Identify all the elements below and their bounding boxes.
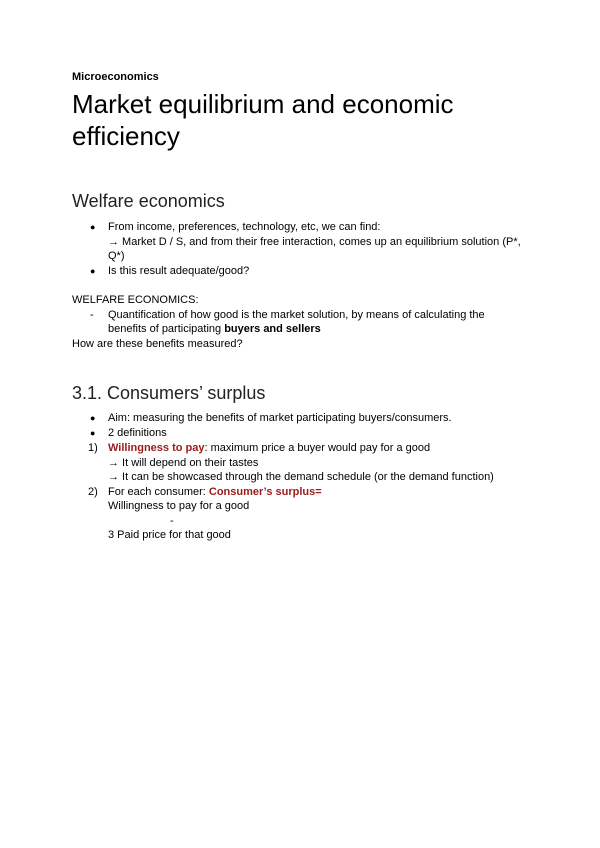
- bullet-text: From income, preferences, technology, etc, we can find:: [108, 221, 381, 233]
- dash-marker: -: [90, 309, 94, 321]
- equals-sign: =: [315, 486, 322, 498]
- list-number: 2): [88, 486, 98, 498]
- bullet-dot: ●: [90, 222, 96, 232]
- term-highlight: Consumer’s surplus: [208, 486, 316, 498]
- formula-minus: -: [170, 515, 174, 527]
- page-title: Market equilibrium and economic efficiency: [72, 89, 454, 151]
- welfare-label: WELFARE ECONOMICS:: [72, 294, 199, 306]
- list-item-text: [108, 485, 322, 499]
- dash-item-continuation: [108, 322, 321, 336]
- list-item-prefix: For each consumer:: [108, 486, 209, 498]
- section-heading-welfare: Welfare economics: [72, 191, 225, 211]
- list-item-subline: → It will depend on their tastes: [108, 457, 259, 469]
- dash-item-prefix: benefits of participating: [108, 323, 225, 335]
- dash-item-text: Quantification of how good is the market solution, by means of calculating the: [108, 309, 485, 321]
- bullet-text: Is this result adequate/good?: [108, 265, 250, 277]
- list-item-subline: → It can be showcased through the demand schedule (or the demand function): [108, 471, 494, 483]
- bullet-text: 2 definitions: [108, 427, 167, 439]
- bullet-text-continuation: Q*): [108, 250, 125, 262]
- bullet-text-continuation: → Market D / S, and from their free interaction, comes up an equilibrium solution (P*,: [108, 236, 521, 248]
- section-heading-consumers-surplus: 3.1. Consumers’ surplus: [72, 383, 266, 403]
- formula-line: Willingness to pay for a good: [108, 500, 250, 512]
- formula-line: 3 Paid price for that good: [108, 529, 231, 541]
- term-definition: : maximum price a buyer would pay for a good: [204, 442, 431, 454]
- bullet-dot: ●: [90, 413, 96, 423]
- question-text: How are these benefits measured?: [72, 338, 243, 350]
- list-number: 1): [88, 442, 98, 454]
- bullet-text: Aim: measuring the benefits of market participating buyers/consumers.: [108, 412, 452, 424]
- term-highlight: Willingness to pay: [108, 442, 205, 454]
- bullet-dot: ●: [90, 428, 96, 438]
- bullet-dot: ●: [90, 266, 96, 276]
- subject-label: Microeconomics: [72, 71, 159, 83]
- list-item-text: [108, 441, 430, 455]
- bold-phrase: buyers and sellers: [224, 323, 321, 335]
